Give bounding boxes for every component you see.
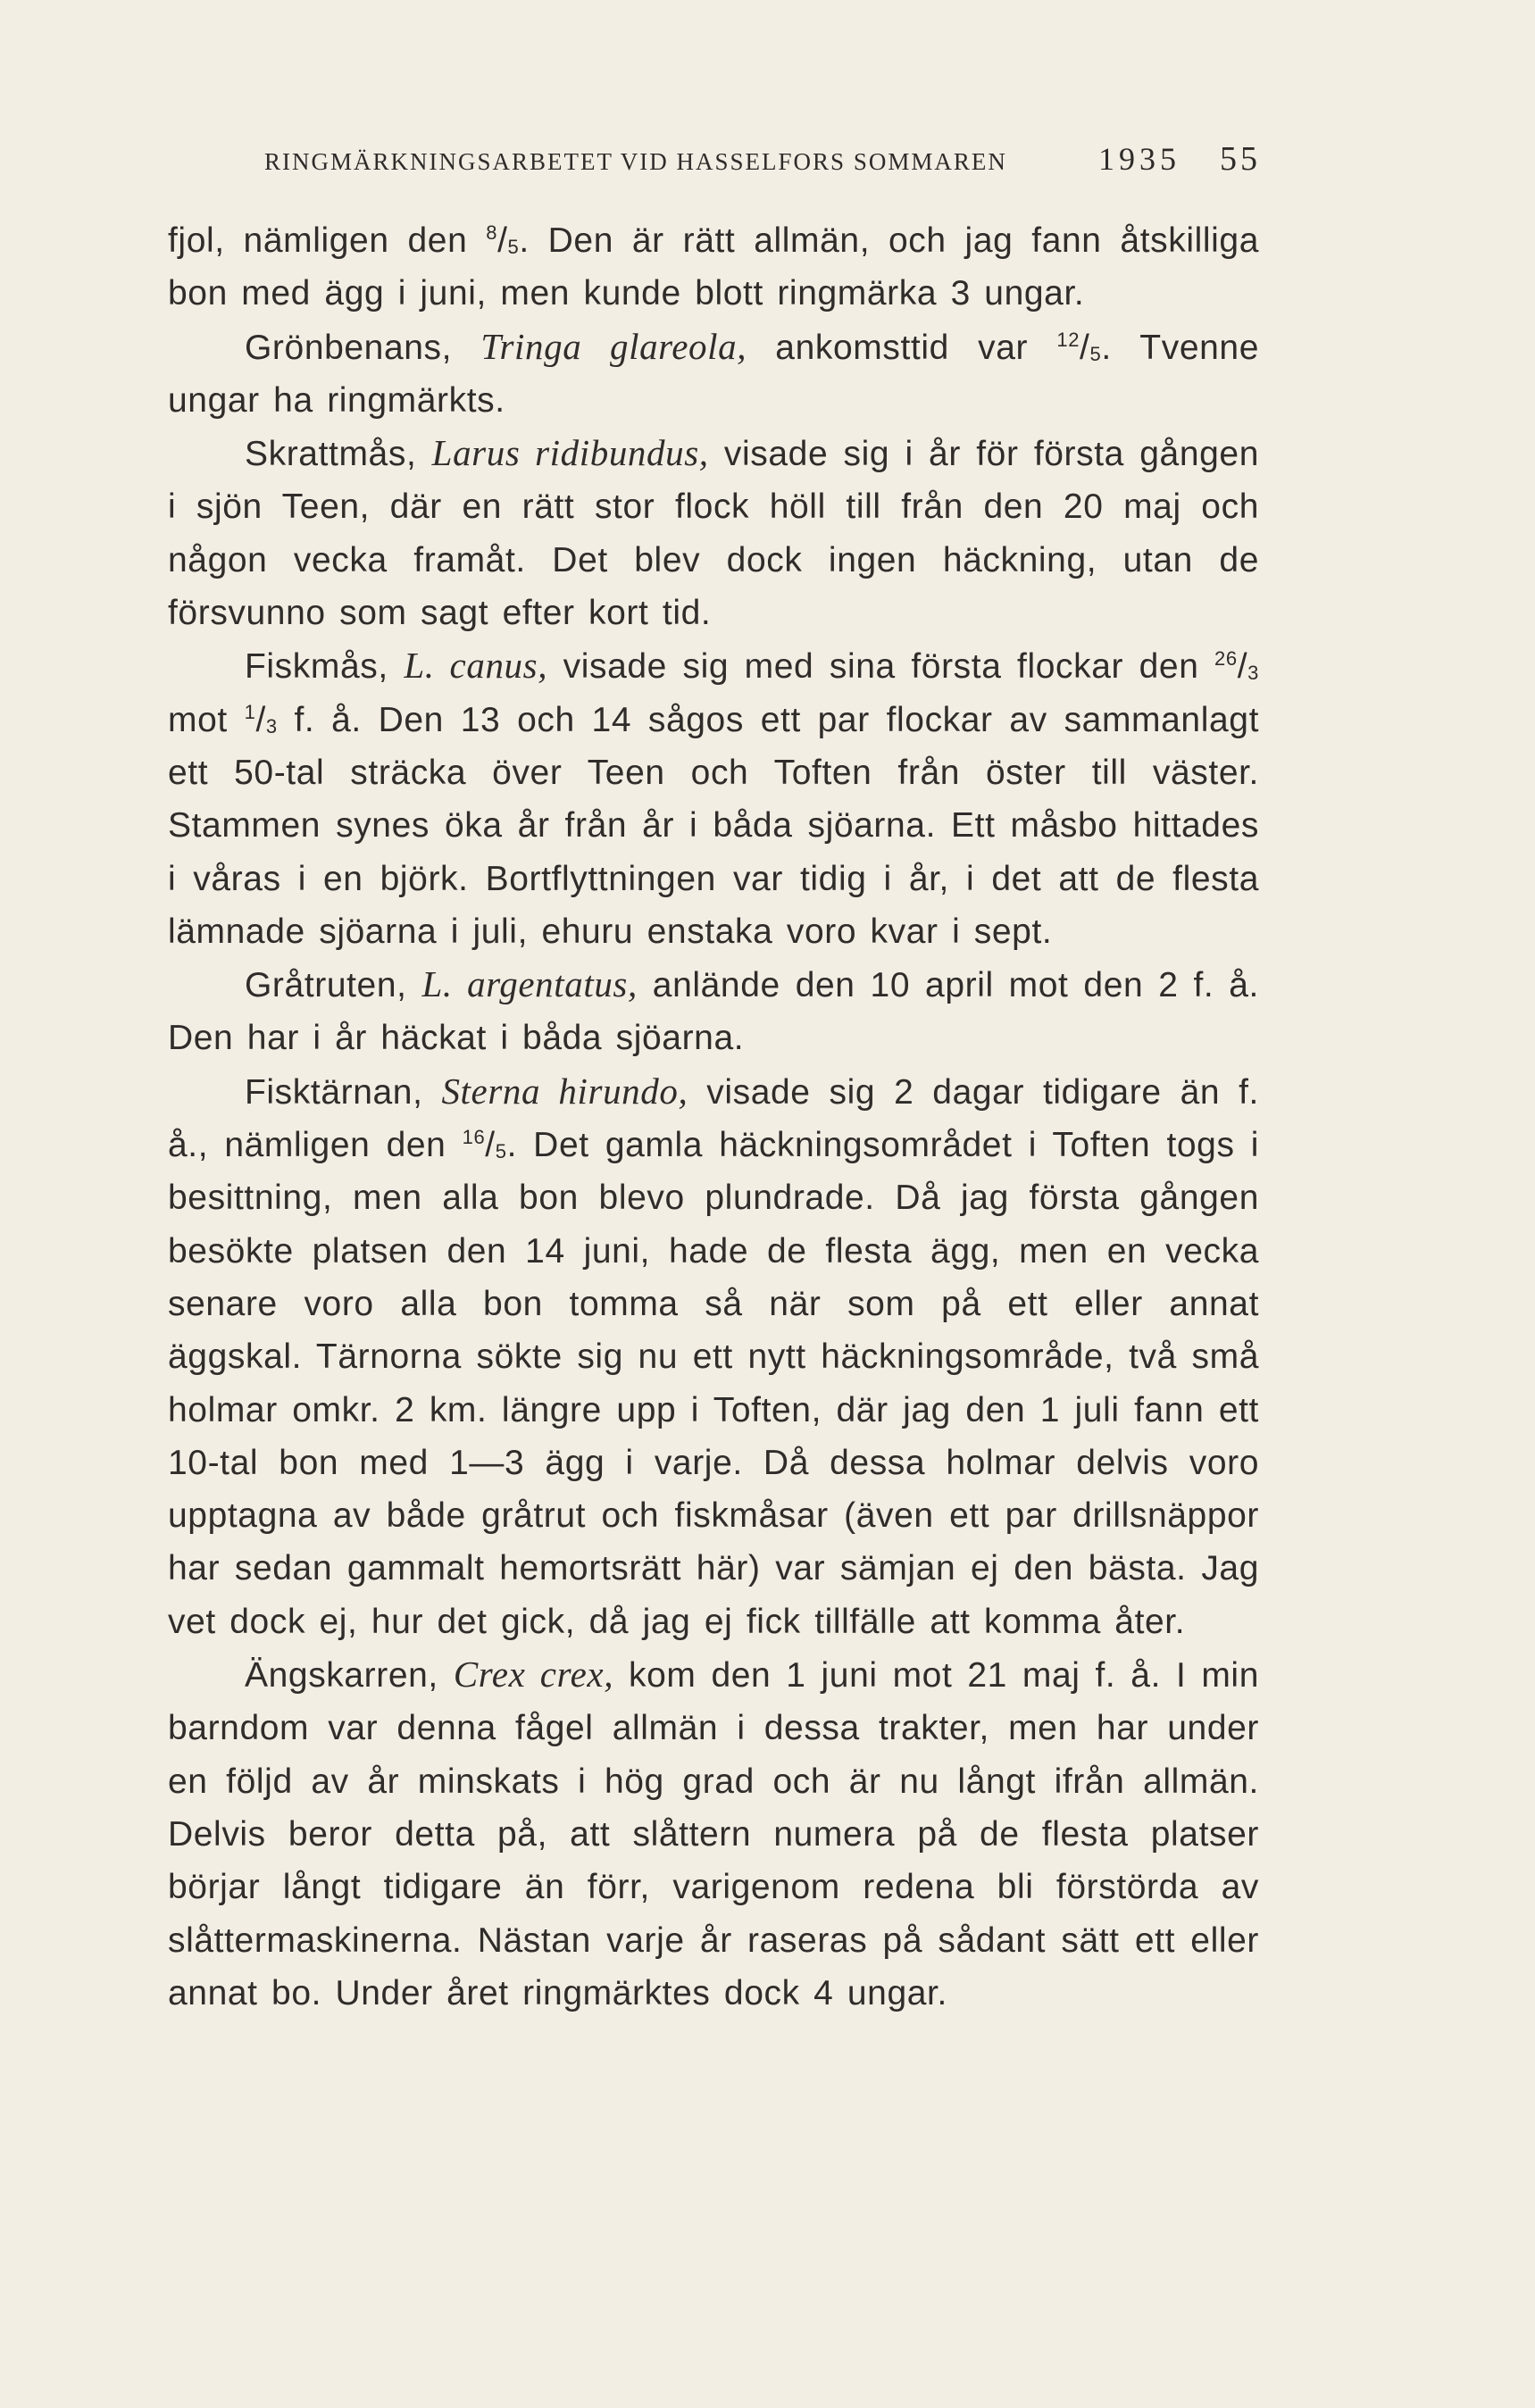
body-text [168, 214, 1259, 2020]
species-name: Larus ridibundus, [431, 432, 709, 474]
paragraph-skrattmas: Skrattmås, Larus ridibundus, visade sig i år för första gången i sjön Teen, där en rätt stor flock höll till från den 20 maj och någon vecka framåt. Det blev dock ingen häckning, utan de försvunno som sagt efter kort tid. [168, 432, 1260, 633]
species-name: Tringa glareola, [480, 325, 747, 367]
running-header [264, 139, 1261, 184]
species-name: L. argentatus, [421, 963, 638, 1005]
paragraph-fiskmas: Fiskmås, L. canus, visade sig med sina första flockar den $^{26}/_3$ mot $^1/_3$ f. å. Den 13 och 14 sågos ett par flockar av sammanlagt ett 50-tal sträcka över Teen och Toften från öster till väster. Stammen synes öka år från år i båda sjöarna. Ett måsbo hittades i våras i en björk. Bortflyttningen var tidig i år, i det att de flesta lämnade sjöarna i juli, ehuru enstaka voro kvar i sept. [168, 645, 1259, 951]
running-title: RINGMÄRKNINGSARBETET VID HASSELFORS SOMMAREN [264, 148, 1007, 175]
header-year: 1935 [1098, 141, 1180, 177]
paragraph-angskarren: Ängskarren, Crex crex, kom den 1 juni mot 21 maj f. å. I min barndom var denna fågel allmän i dessa trakter, men har under en följd av år minskats i hög grad och är nu långt ifrån allmän. Delvis beror detta på, att slåttern numera på de flesta platser börjar långt tidigare än förr, varigenom redena bli förstörda av slåttermaskinerna. Nästan varje år raseras på sådant sätt ett eller annat bo. Under året ringmärktes dock 4 ungar. [168, 1654, 1259, 2012]
species-name: Crex crex, [453, 1654, 614, 1696]
paragraph-gratruten: Gråtruten, L. argentatus, anlände den 10 april mot den 2 f. å. Den har i år häckat i båda sjöarna. [168, 963, 1259, 1058]
species-name: L. canus, [404, 645, 548, 687]
header-right [1098, 139, 1261, 179]
paragraph-fisktarnan: Fisktärnan, Sterna hirundo, visade sig 2 dagar tidigare än f. å., nämligen den $^{16}/_5$. Det gamla häckningsområdet i Toften togs i besittning, men alla bon blevo plundrade. Då jag första gången besökte platsen den 14 juni, hade de flesta ägg, men en vecka senare voro alla bon tomma så när som på ett eller annat äggskal. Tärnorna sökte sig nu ett nytt häckningsområde, två små holmar omkr. 2 km. längre upp i Toften, där jag den 1 juli fann ett 10-tal bon med 1—3 ägg i varje. Då dessa holmar delvis voro upptagna av både gråtrut och fiskmåsar (även ett par drillsnäppor har sedan gammalt hemortsrätt här) var sämjan ej den bästa. Jag vet dock ej, hur det gick, då jag ej fick tillfälle att komma åter. [168, 1070, 1260, 1641]
page-number: 55 [1220, 140, 1261, 178]
paragraph-fjol: fjol, nämligen den $^8/_5$. Den är rätt allmän, och jag fann åtskilliga bon med ägg i juni, men kunde blott ringmärka 3 ungar. [168, 221, 1259, 313]
paragraph-gronbenans: Grönbenans, Tringa glareola, ankomsttid var $^{12}/_5$. Tvenne ungar ha ringmärkts. [168, 325, 1259, 420]
species-name: Sterna hirundo, [441, 1070, 688, 1112]
